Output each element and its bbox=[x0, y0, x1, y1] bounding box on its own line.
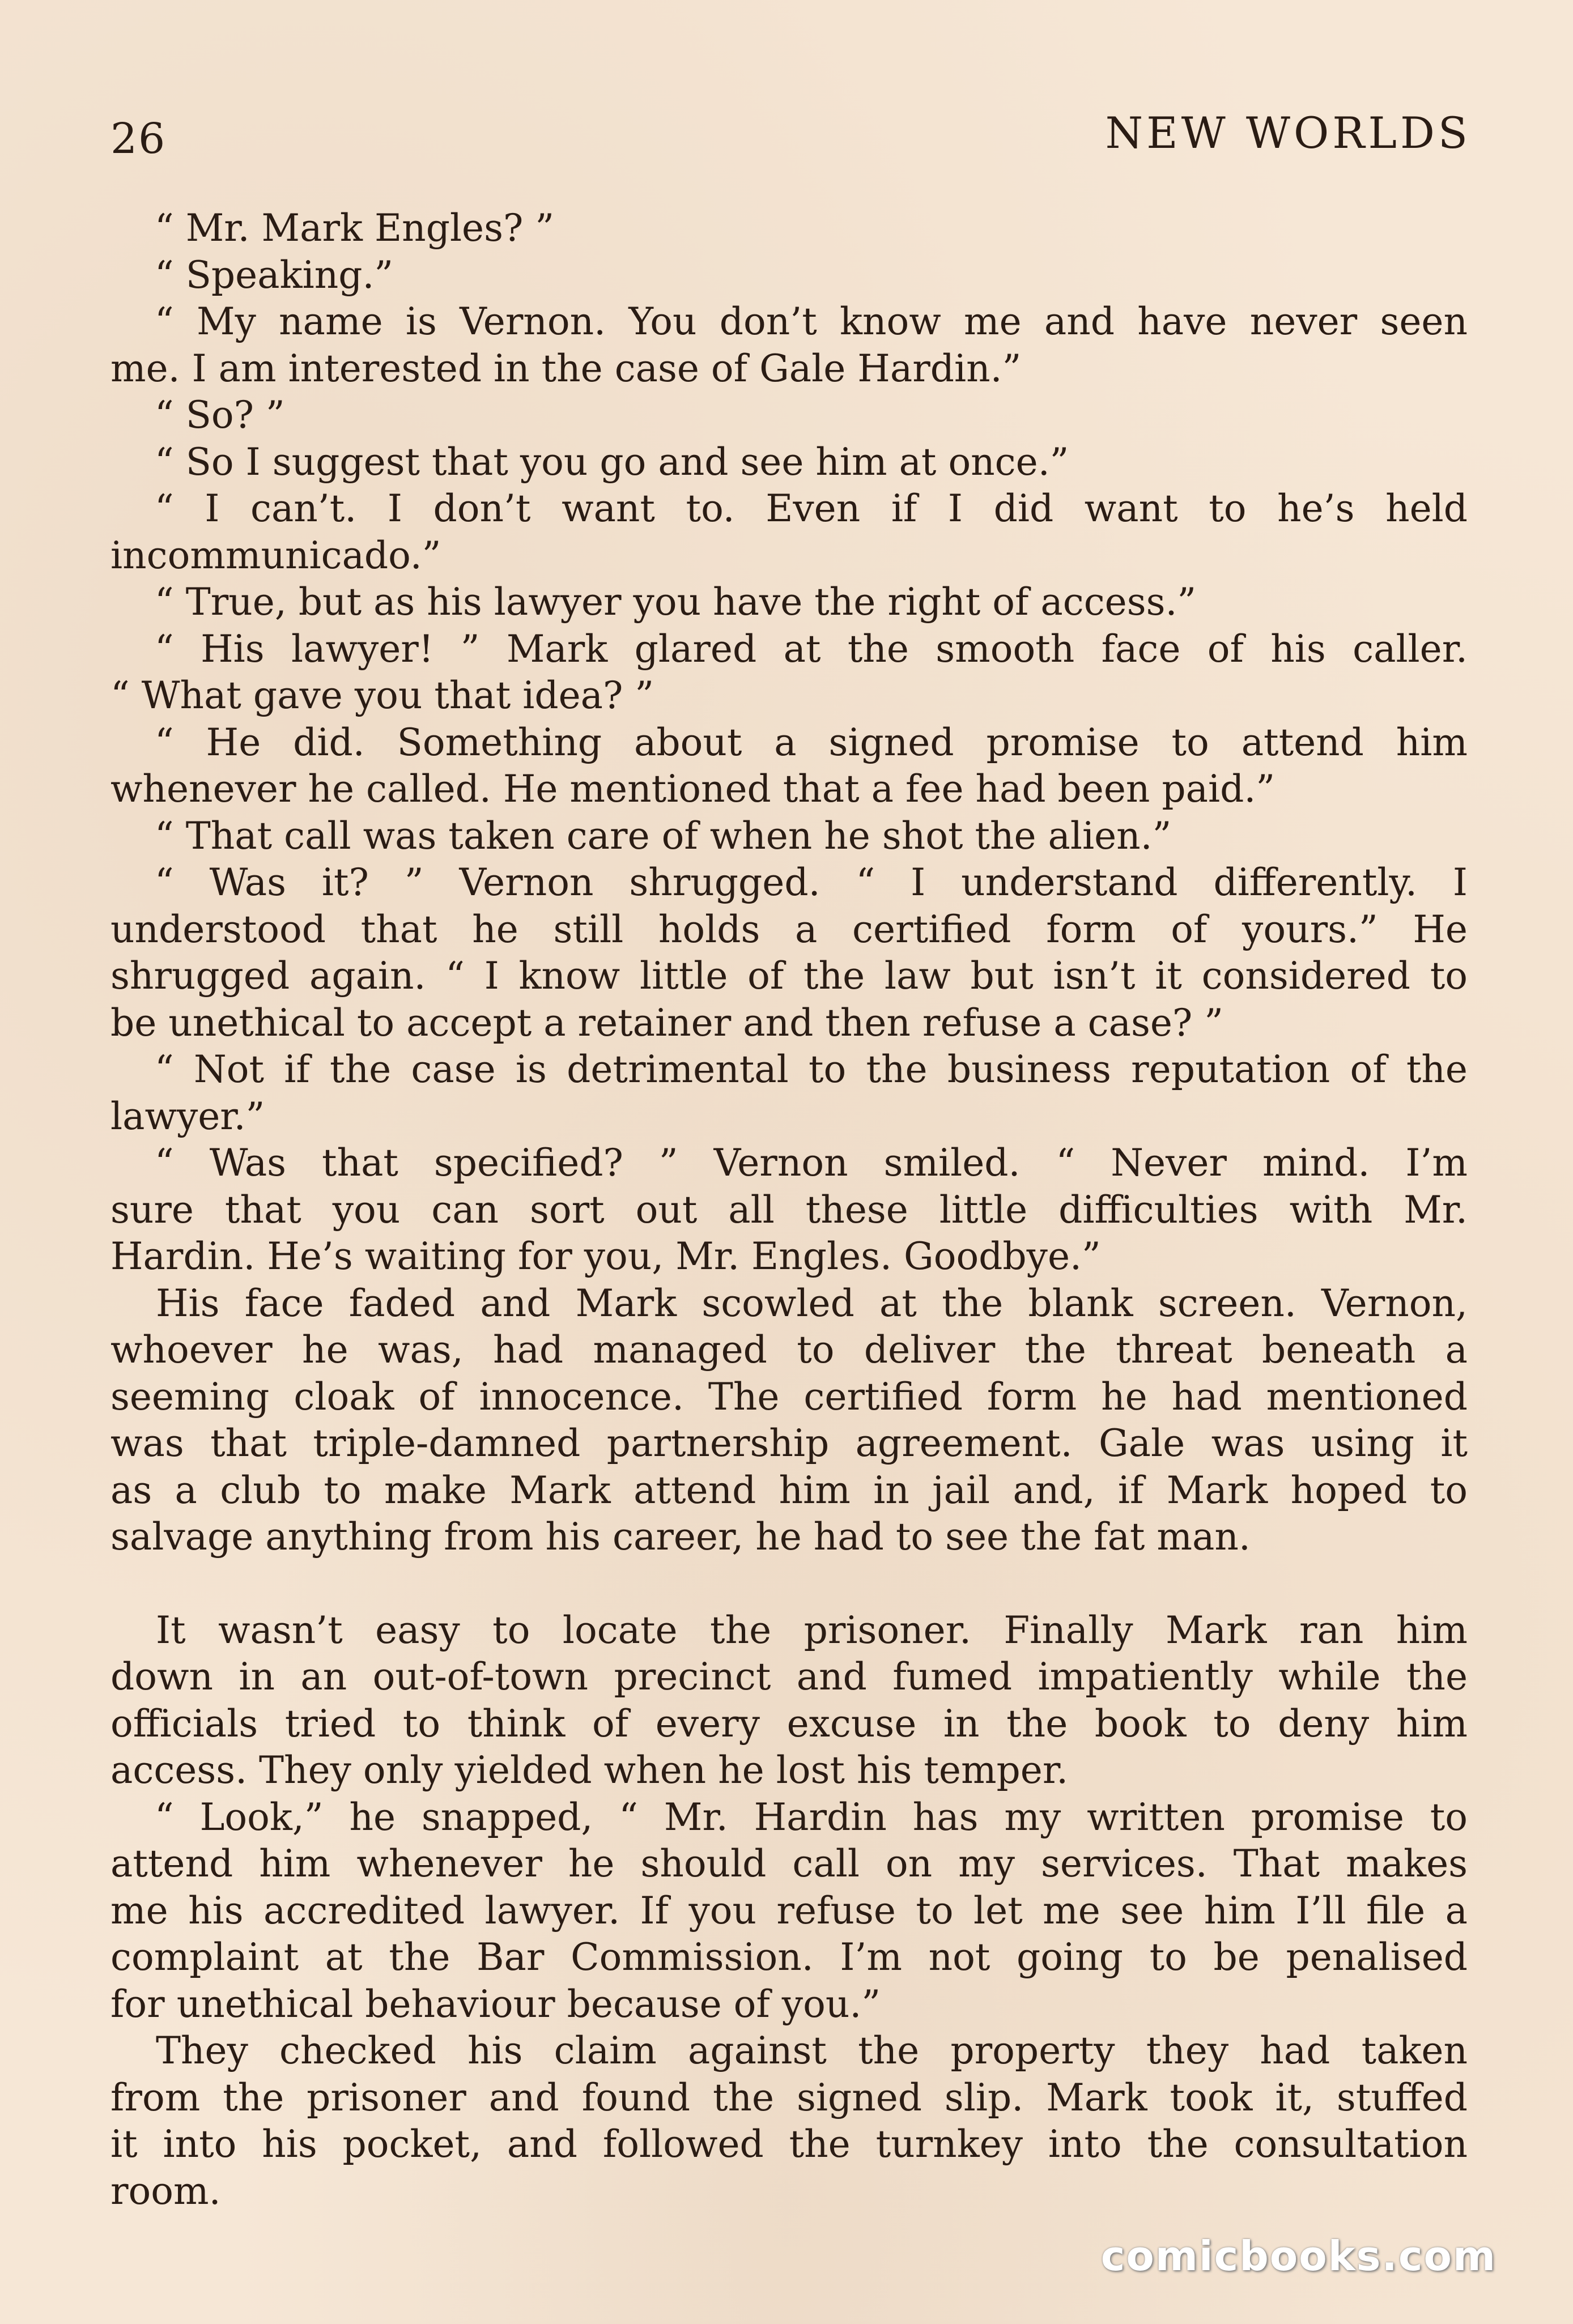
text-line: His face faded and Mark scowled at the blank screen. Vernon, bbox=[156, 1281, 1468, 1325]
text-line: “ His lawyer! ” Mark glared at the smooth face of his caller. bbox=[155, 627, 1468, 671]
text-line: “ So? ” bbox=[155, 393, 285, 437]
text-line: “ My name is Vernon. You don’t know me and have never seen bbox=[155, 300, 1468, 343]
text-line: down in an out-of-town precinct and fumed impatiently while the bbox=[110, 1655, 1468, 1699]
text-line: “ Mr. Mark Engles? ” bbox=[155, 206, 555, 250]
text-line: access. They only yielded when he lost his temper. bbox=[110, 1748, 1069, 1792]
text-line: for unethical behaviour because of you.” bbox=[110, 1982, 881, 2026]
text-line: as a club to make Mark attend him in jail and, if Mark hoped to bbox=[110, 1468, 1468, 1512]
watermark: comicbooks.com bbox=[1100, 2232, 1497, 2280]
story-text bbox=[110, 205, 1468, 2215]
text-line: whenever he called. He mentioned that a fee had been paid.” bbox=[110, 767, 1276, 811]
text-line: “ Not if the case is detrimental to the business reputation of the bbox=[155, 1048, 1468, 1091]
text-line: “ True, but as his lawyer you have the right of access.” bbox=[155, 580, 1197, 624]
text-line: understood that he still holds a certified form of yours.” He bbox=[110, 907, 1468, 951]
text-line: was that triple-damned partnership agreement. Gale was using it bbox=[110, 1421, 1468, 1465]
text-line: lawyer.” bbox=[110, 1094, 265, 1138]
text-line: complaint at the Bar Commission. I’m not going to be penalised bbox=[110, 1935, 1468, 1979]
text-line: “ So I suggest that you go and see him at once.” bbox=[155, 440, 1069, 484]
text-line: “ I can’t. I don’t want to. Even if I did want to he’s held bbox=[155, 487, 1468, 530]
running-title: NEW WORLDS bbox=[1105, 108, 1471, 158]
section-break bbox=[110, 1561, 1468, 1607]
text-line: “ He did. Something about a signed promise to attend him bbox=[155, 720, 1468, 764]
text-line: It wasn’t easy to locate the prisoner. Finally Mark ran him bbox=[156, 1608, 1468, 1652]
text-line: officials tried to think of every excuse in the book to deny him bbox=[110, 1701, 1468, 1746]
text-line: “ Was it? ” Vernon shrugged. “ I understand differently. I bbox=[155, 861, 1468, 904]
text-line: whoever he was, had managed to deliver the threat beneath a bbox=[110, 1328, 1468, 1372]
text-line: shrugged again. “ I know little of the law but isn’t it considered to bbox=[110, 954, 1468, 998]
text-line: me his accredited lawyer. If you refuse to let me see him I’ll file a bbox=[110, 1888, 1468, 1933]
text-line: be unethical to accept a retainer and then refuse a case? ” bbox=[110, 1001, 1224, 1045]
text-line: it into his pocket, and followed the turnkey into the consultation bbox=[110, 2122, 1468, 2166]
text-line: salvage anything from his career, he had to see the fat man. bbox=[110, 1515, 1251, 1559]
page-number: 26 bbox=[110, 114, 167, 163]
text-line: “ That call was taken care of when he shot the alien.” bbox=[155, 814, 1172, 858]
text-line: incommunicado.” bbox=[110, 533, 441, 577]
text-line: “ What gave you that idea? ” bbox=[110, 674, 654, 717]
text-line: “ Look,” he snapped, “ Mr. Hardin has my written promise to bbox=[155, 1795, 1468, 1839]
text-line: seeming cloak of innocence. The certified form he had mentioned bbox=[110, 1374, 1468, 1419]
text-line: me. I am interested in the case of Gale Hardin.” bbox=[110, 346, 1022, 390]
text-line: room. bbox=[110, 2169, 221, 2213]
text-line: attend him whenever he should call on my services. That makes bbox=[110, 1842, 1468, 1885]
page-header bbox=[110, 108, 1471, 170]
text-line: “ Was that specified? ” Vernon smiled. “ Never mind. I’m bbox=[155, 1141, 1468, 1185]
text-line: sure that you can sort out all these little difficulties with Mr. bbox=[110, 1187, 1468, 1232]
text-line: Hardin. He’s waiting for you, Mr. Engles. Goodbye.” bbox=[110, 1235, 1101, 1278]
text-line: from the prisoner and found the signed slip. Mark took it, stuffed bbox=[110, 2075, 1468, 2119]
text-line: “ Speaking.” bbox=[155, 253, 394, 297]
text-line: They checked his claim against the property they had taken bbox=[156, 2029, 1468, 2072]
